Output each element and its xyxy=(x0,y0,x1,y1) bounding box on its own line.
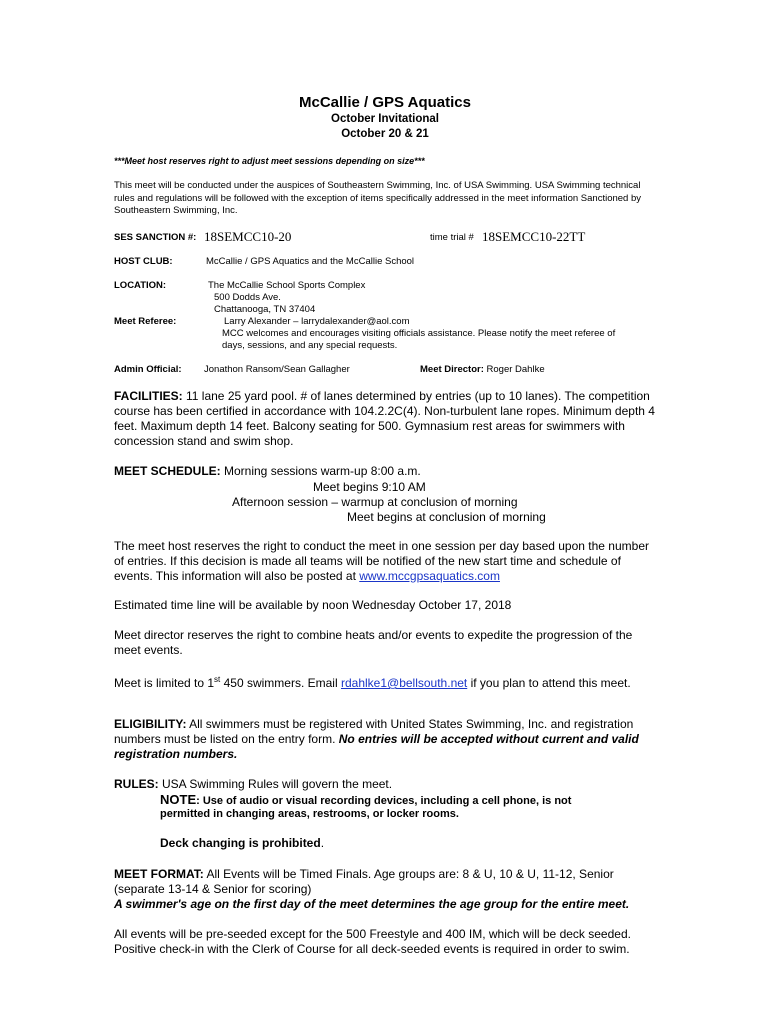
host-club-value: McCallie / GPS Aquatics and the McCallie School xyxy=(206,256,415,267)
eligibility-text: All swimmers must be registered with United States Swimming, Inc. and registration numbers must be listed on the entry form. xyxy=(114,717,634,746)
note-label: NOTE xyxy=(160,792,197,807)
combine-paragraph: Meet director reserves the right to combine heats and/or events to expedite the progression of the meet events. xyxy=(114,628,633,657)
host-club-label: HOST CLUB: xyxy=(114,256,173,267)
sanction-value: 18SEMCC10-20 xyxy=(204,229,292,244)
document-subtitle: October Invitational xyxy=(331,113,439,125)
eligibility-emphasis: No entries will be accepted without current and valid registration numbers. xyxy=(114,732,639,761)
referee-line-1: MCC welcomes and encourages visiting officials assistance. Please notify the meet referee of xyxy=(222,328,616,339)
schedule-line-3: Afternoon session – warmup at conclusion of morning xyxy=(232,495,518,509)
format-text: All Events will be Timed Finals. Age groups are: 8 & U, 10 & U, 11-12, Senior (separate 13-14 & Senior for scoring) xyxy=(114,867,614,896)
rules-note-line-1 xyxy=(160,792,571,807)
sanction-label: SES SANCTION #: xyxy=(114,232,197,243)
seeding-paragraph: All events will be pre-seeded except for the 500 Freestyle and 400 IM, which will be deck seeded. Positive check-in with the Clerk of Course for all deck-seeded events is required in order to swim. xyxy=(114,927,631,956)
deck-text: Deck changing is prohibited xyxy=(160,836,321,850)
intro-paragraph: This meet will be conducted under the auspices of Southeastern Swimming, Inc. of USA Swimming. USA Swimming technical rules and regulations will be followed with the exception of items specifically addressed in the meet information Sanctioned by Southeastern Swimming, Inc. xyxy=(114,180,642,216)
director-value: Roger Dahlke xyxy=(486,364,545,375)
location-line-1: The McCallie School Sports Complex xyxy=(208,280,366,291)
limit-mid: 450 swimmers. Email xyxy=(220,676,341,690)
limit-pre: Meet is limited to 1 xyxy=(114,676,215,690)
referee-name: Larry Alexander – larrydalexander@aol.com xyxy=(224,316,410,327)
schedule-line-4: Meet begins at conclusion of morning xyxy=(347,510,546,524)
document-title: McCallie / GPS Aquatics xyxy=(299,94,471,111)
size-note: ***Meet host reserves right to adjust meet sessions depending on size*** xyxy=(114,156,425,166)
time-trial-value: 18SEMCC10-22TT xyxy=(482,229,586,244)
document-dates: October 20 & 21 xyxy=(341,128,429,140)
schedule-morning: Morning sessions warm-up 8:00 a.m. xyxy=(220,464,421,478)
location-line-3: Chattanooga, TN 37404 xyxy=(214,304,316,315)
limit-paragraph xyxy=(114,672,660,691)
one-session-text: The meet host reserves the right to conduct the meet in one session per day based upon the number of entries. If this decision is made all teams will be notified of the new start time and schedule of events. This information will also be posted at xyxy=(114,539,649,583)
rules-line xyxy=(114,777,392,791)
facilities-text: 11 lane 25 yard pool. # of lanes determined by entries (up to 10 lanes). The competition course has been certified in accordance with 104.2.2C(4). Non-turbulent lane ropes. Minimum depth 4 feet. Maximum depth 14 feet. Balcony seating for 500. Gymnasium rest areas for swimmers with concession stand and swim shop. xyxy=(114,389,655,448)
location-label: LOCATION: xyxy=(114,280,167,291)
facilities-paragraph xyxy=(114,389,660,449)
email-link[interactable]: rdahlke1@bellsouth.net xyxy=(340,676,468,690)
schedule-line-1 xyxy=(114,464,421,478)
one-session-paragraph xyxy=(114,539,660,584)
website-link[interactable]: www.mccgpsaquatics.com xyxy=(359,569,500,583)
director-label: Meet Director: xyxy=(420,364,484,375)
deck-changing xyxy=(160,836,324,850)
format-label: MEET FORMAT: xyxy=(114,867,204,881)
facilities-label: FACILITIES: xyxy=(114,389,183,403)
rules-label: RULES: xyxy=(114,777,159,791)
deck-end: . xyxy=(320,836,325,850)
schedule-label: MEET SCHEDULE: xyxy=(114,464,221,478)
limit-sup: st xyxy=(214,675,221,684)
time-trial-label: time trial # xyxy=(430,232,474,243)
eligibility-label: ELIGIBILITY: xyxy=(114,717,187,731)
rules-note-line-2: permitted in changing areas, restrooms, or locker rooms. xyxy=(160,808,459,820)
schedule-line-2: Meet begins 9:10 AM xyxy=(313,480,426,494)
eligibility-paragraph xyxy=(114,717,660,762)
timeline-paragraph: Estimated time line will be available by noon Wednesday October 17, 2018 xyxy=(114,598,512,612)
admin-label: Admin Official: xyxy=(114,364,182,375)
limit-post: if you plan to attend this meet. xyxy=(467,676,631,690)
format-emphasis: A swimmer's age on the first day of the meet determines the age group for the entire meet. xyxy=(114,897,630,911)
referee-line-2: days, sessions, and any special requests. xyxy=(222,340,398,351)
meet-director xyxy=(420,364,545,375)
referee-label: Meet Referee: xyxy=(114,316,177,327)
format-paragraph xyxy=(114,867,660,912)
location-line-2: 500 Dodds Ave. xyxy=(214,292,281,303)
rules-text: USA Swimming Rules will govern the meet. xyxy=(158,777,393,791)
admin-value: Jonathon Ransom/Sean Gallagher xyxy=(204,364,350,375)
note-line-1: : Use of audio or visual recording devices, including a cell phone, is not xyxy=(196,795,572,807)
